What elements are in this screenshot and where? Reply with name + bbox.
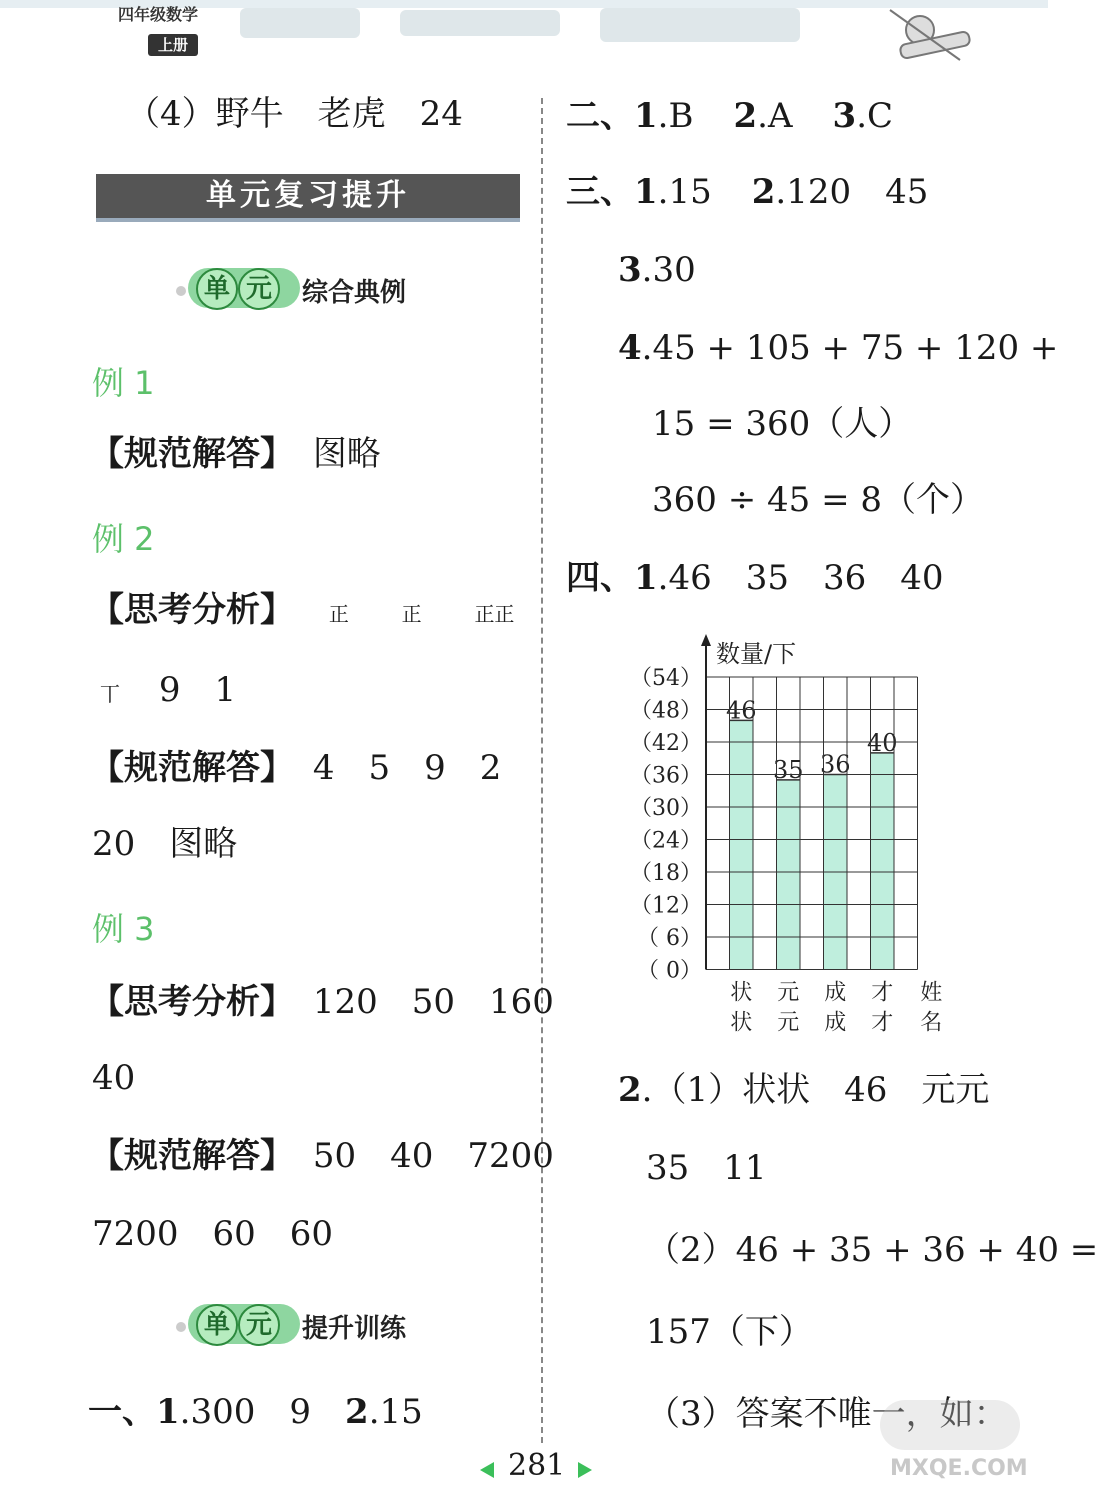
chart-y-tick-label: （48） (630, 698, 702, 724)
chart-x-tick-label: 姓 (920, 980, 943, 1006)
analysis-tag: 【思考分析】 (90, 590, 294, 630)
answer-tag: 【规范解答】 (90, 1136, 294, 1176)
badge-improvement-training (176, 1304, 456, 1348)
chart-data-label: 35 (772, 755, 804, 784)
tally-mark: 丅 (100, 682, 120, 706)
part-3-line-4b: 15 = 360（人） (652, 404, 913, 444)
part-4-q2-line-2: 35 11 (646, 1148, 767, 1188)
chart-x-tick-label: 元 (777, 980, 800, 1006)
badge-char-1: 单 (196, 1304, 238, 1346)
page-number: 281 (508, 1448, 566, 1483)
chart-y-tick-label: （30） (630, 796, 702, 821)
watermark (860, 1390, 1040, 1490)
arrow-right-icon (578, 1462, 592, 1478)
part-3-line-4: 4.45 + 105 + 75 + 120 + (618, 328, 1059, 368)
answer-text-cont: 7200 60 60 (92, 1214, 334, 1254)
chart-y-tick-label: （42） (630, 731, 702, 756)
part-4-q2-line-3: （2）46 + 35 + 36 + 40 = (646, 1230, 1098, 1270)
tally-mark: 正 (401, 602, 422, 626)
answer-tag: 【规范解答】 (90, 748, 294, 788)
header-volume-badge: 上册 (148, 34, 198, 56)
example-1-label: 例 1 (92, 364, 155, 402)
badge-char-2: 元 (238, 268, 280, 310)
chart-y-tick-label: （36） (630, 763, 702, 789)
answer-text: 4 5 9 2 (312, 748, 502, 788)
column-divider (541, 98, 543, 1443)
bar-chart (630, 632, 966, 1042)
chart-x-tick-label: 才 (871, 1010, 894, 1036)
badge-title: 综合典例 (302, 278, 407, 308)
chart-x-tick-label: 成 (824, 980, 847, 1006)
answer-text-cont: 20 图略 (92, 824, 238, 864)
analysis-numbers: 9 1 (158, 670, 237, 710)
analysis-text-cont: 40 (92, 1058, 136, 1098)
part-3-line-2: 3.30 (618, 250, 696, 290)
example-3-label: 例 3 (92, 910, 155, 948)
answer-text: 50 40 7200 (312, 1136, 554, 1176)
part-3-line-4c: 360 ÷ 45 = 8（个） (652, 480, 984, 520)
chart-x-tick-label: 名 (920, 1010, 943, 1036)
chart-y-tick-label: （24） (630, 828, 702, 854)
part-4-q2-line-5: （3）答案不唯一，如： (646, 1394, 1008, 1434)
tally-mark: 正正 (474, 602, 515, 626)
badge-comprehensive-examples (176, 268, 456, 312)
part-3-line-1: 三、1.15 2.120 45 (566, 172, 929, 212)
chart-x-tick-label: 才 (871, 980, 894, 1006)
chart-x-tick-label: 成 (824, 1010, 847, 1036)
example-2-label: 例 2 (92, 520, 155, 558)
chart-y-tick-label: （18） (630, 861, 702, 886)
chart-bar (777, 780, 801, 970)
part-1-answers: 一、1.300 9 2.15 (88, 1392, 423, 1432)
badge-char-2: 元 (238, 1304, 280, 1346)
arrow-left-icon (480, 1462, 494, 1478)
answer-text: 图略 (312, 434, 381, 474)
chart-data-label: 40 (866, 728, 898, 757)
part-2-answers: 二、1.B 2.A 3.C (566, 96, 894, 136)
part-4-q2-line-4: 157（下） (646, 1312, 813, 1352)
section-banner: 单元复习提升 (96, 174, 520, 222)
part-4-line-1: 四、1.46 35 36 40 (566, 558, 944, 598)
chart-y-tick-label: （12） (630, 893, 702, 919)
chart-x-tick-label: 状 (730, 1010, 753, 1036)
answer-tag: 【规范解答】 (90, 434, 294, 474)
analysis-tag: 【思考分析】 (90, 982, 294, 1022)
header-grade: 四年级数学 (118, 5, 199, 24)
answer-line-4: （4）野牛 老虎 24 (126, 94, 463, 134)
chart-data-label: 36 (819, 750, 851, 779)
badge-dot (176, 1322, 186, 1332)
chart-data-label: 46 (725, 696, 757, 725)
watermark-text: MXQE.COM (890, 1456, 1028, 1481)
badge-char-1: 单 (196, 268, 238, 310)
chart-y-axis-arrow (701, 634, 711, 646)
chart-y-tick-label: （54） (630, 666, 702, 691)
chart-y-tick-label: （ 6） (637, 926, 702, 951)
chart-x-tick-label: 状 (730, 980, 753, 1006)
analysis-text: 120 50 160 (312, 982, 554, 1022)
badge-dot (176, 286, 186, 296)
chart-x-tick-label: 元 (777, 1010, 800, 1036)
chart-y-label: 数量/下 (716, 640, 797, 668)
badge-title: 提升训练 (302, 1314, 407, 1344)
chart-bar (730, 720, 754, 969)
tally-mark: 正 (328, 602, 349, 626)
chart-y-tick-label: （ 0） (637, 958, 702, 984)
part-4-q2-line-1: 2.（1）状状 46 元元 (618, 1070, 990, 1110)
